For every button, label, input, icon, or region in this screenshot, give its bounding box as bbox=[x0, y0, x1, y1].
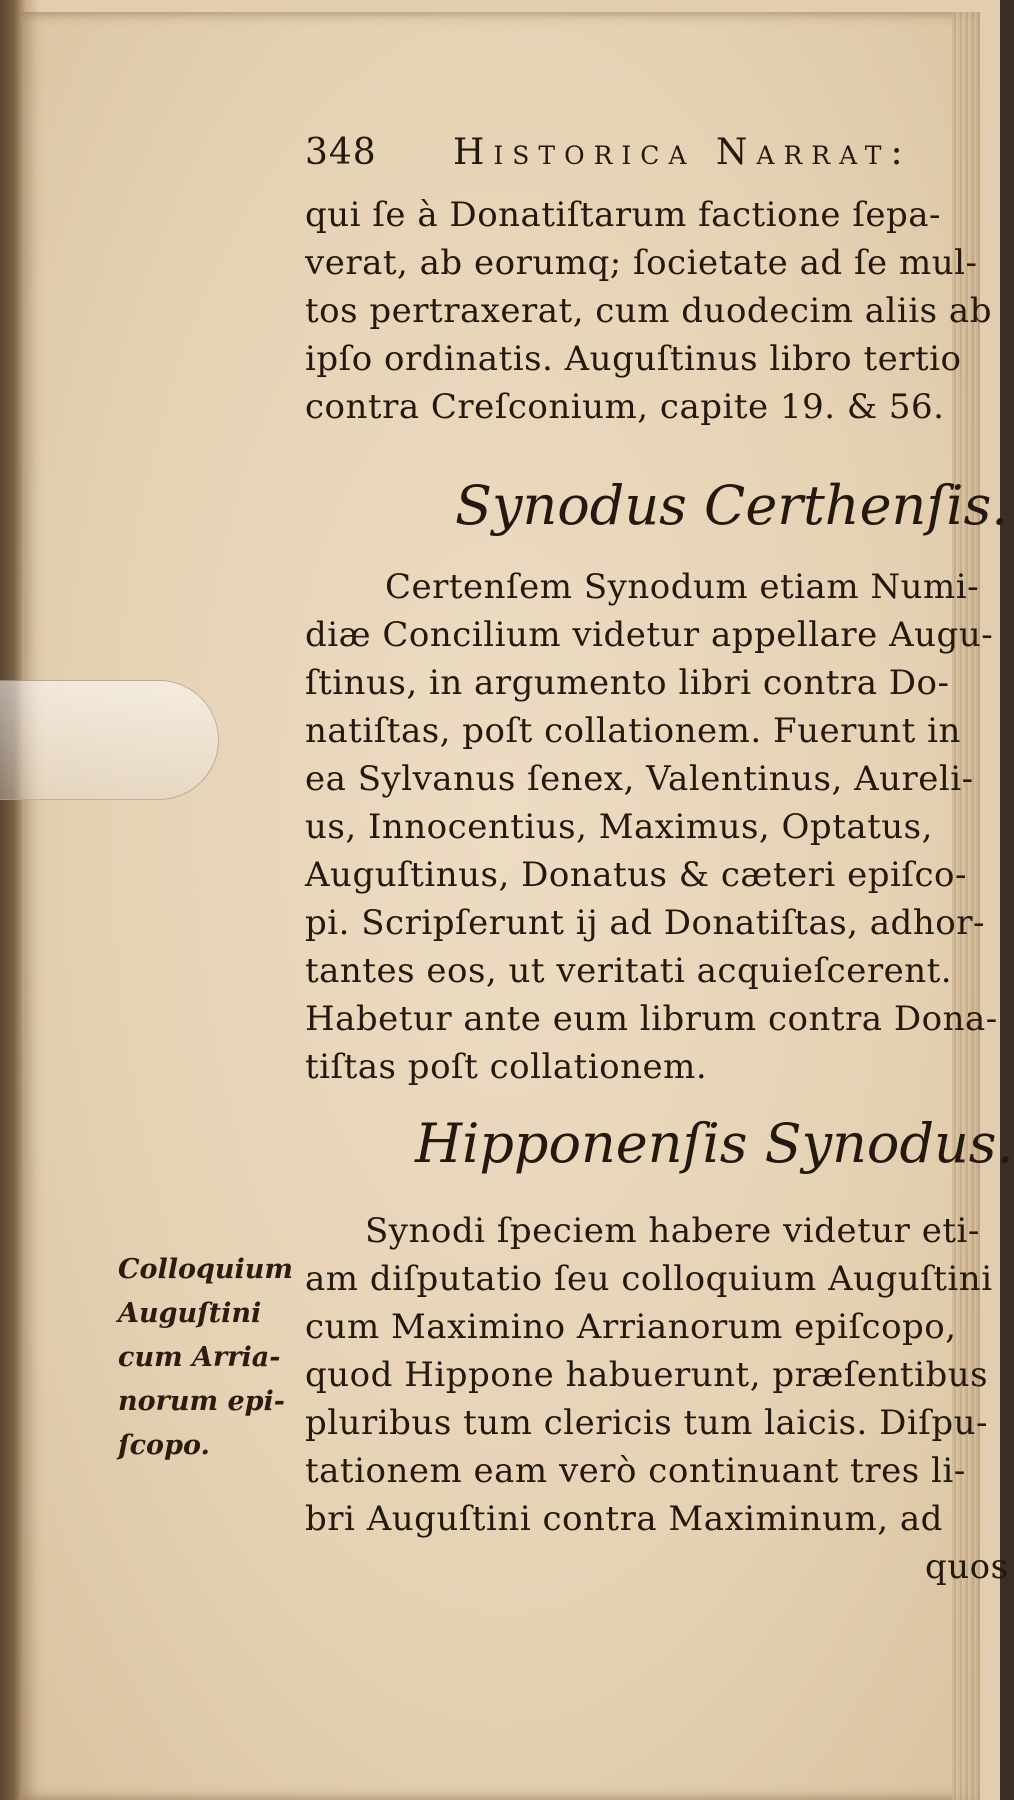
text-line: tantes eos, ut veritati acquieſcerent. bbox=[305, 951, 953, 991]
section-heading: Synodus Certhenſis. bbox=[455, 474, 1009, 537]
margin-note-line: Auguſtini bbox=[118, 1298, 262, 1329]
page-header bbox=[305, 132, 985, 188]
text-line: ſtinus, in argumento libri contra Do- bbox=[305, 663, 950, 703]
catchword: quos bbox=[925, 1547, 1009, 1587]
text-line: qui ſe à Donatiſtarum factione ſepa- bbox=[305, 195, 942, 235]
text-line: verat, ab eorumq; ſocietate ad ſe mul- bbox=[305, 243, 978, 283]
text-line: Certenſem Synodum etiam Numi- bbox=[385, 567, 980, 607]
text-line: natiſtas, poſt collationem. Fuerunt in bbox=[305, 711, 961, 751]
page-clip-tab bbox=[0, 680, 219, 800]
text-line: bri Auguſtini contra Maximinum, ad bbox=[305, 1499, 943, 1539]
text-line: diæ Concilium videtur appellare Augu- bbox=[305, 615, 994, 655]
page-number: 348 bbox=[305, 132, 377, 173]
text-line: Habetur ante eum librum contra Dona- bbox=[305, 999, 998, 1039]
running-head: Historica Narrat: bbox=[453, 132, 912, 173]
text-line: contra Creſconium, capite 19. & 56. bbox=[305, 387, 945, 427]
text-line: us, Innocentius, Maximus, Optatus, bbox=[305, 807, 933, 847]
text-line: pluribus tum clericis tum laicis. Diſpu- bbox=[305, 1403, 988, 1443]
text-line: quod Hippone habuerunt, præſentibus bbox=[305, 1355, 989, 1395]
text-line: tationem eam verò continuant tres li- bbox=[305, 1451, 966, 1491]
text-line: am diſputatio ſeu colloquium Auguſtini bbox=[305, 1259, 993, 1299]
text-line: Auguſtinus, Donatus & cæteri epiſco- bbox=[305, 855, 967, 895]
text-line: ipſo ordinatis. Auguſtinus libro tertio bbox=[305, 339, 962, 379]
text-line: tos pertraxerat, cum duodecim aliis ab bbox=[305, 291, 992, 331]
margin-note-line: Colloquium bbox=[118, 1254, 293, 1285]
margin-note-line: ſcopo. bbox=[118, 1430, 210, 1461]
text-line: cum Maximino Arrianorum epiſcopo, bbox=[305, 1307, 957, 1347]
text-line: tiſtas poſt collationem. bbox=[305, 1047, 708, 1087]
margin-note-line: norum epi- bbox=[118, 1386, 285, 1417]
text-line: pi. Scripſerunt ij ad Donatiſtas, adhor- bbox=[305, 903, 985, 943]
section-heading: Hipponenſis Synodus. bbox=[415, 1112, 1014, 1175]
margin-note-line: cum Arria- bbox=[118, 1342, 281, 1373]
text-line: ea Sylvanus ſenex, Valentinus, Aureli- bbox=[305, 759, 974, 799]
text-line: Synodi ſpeciem habere videtur eti- bbox=[365, 1211, 980, 1251]
